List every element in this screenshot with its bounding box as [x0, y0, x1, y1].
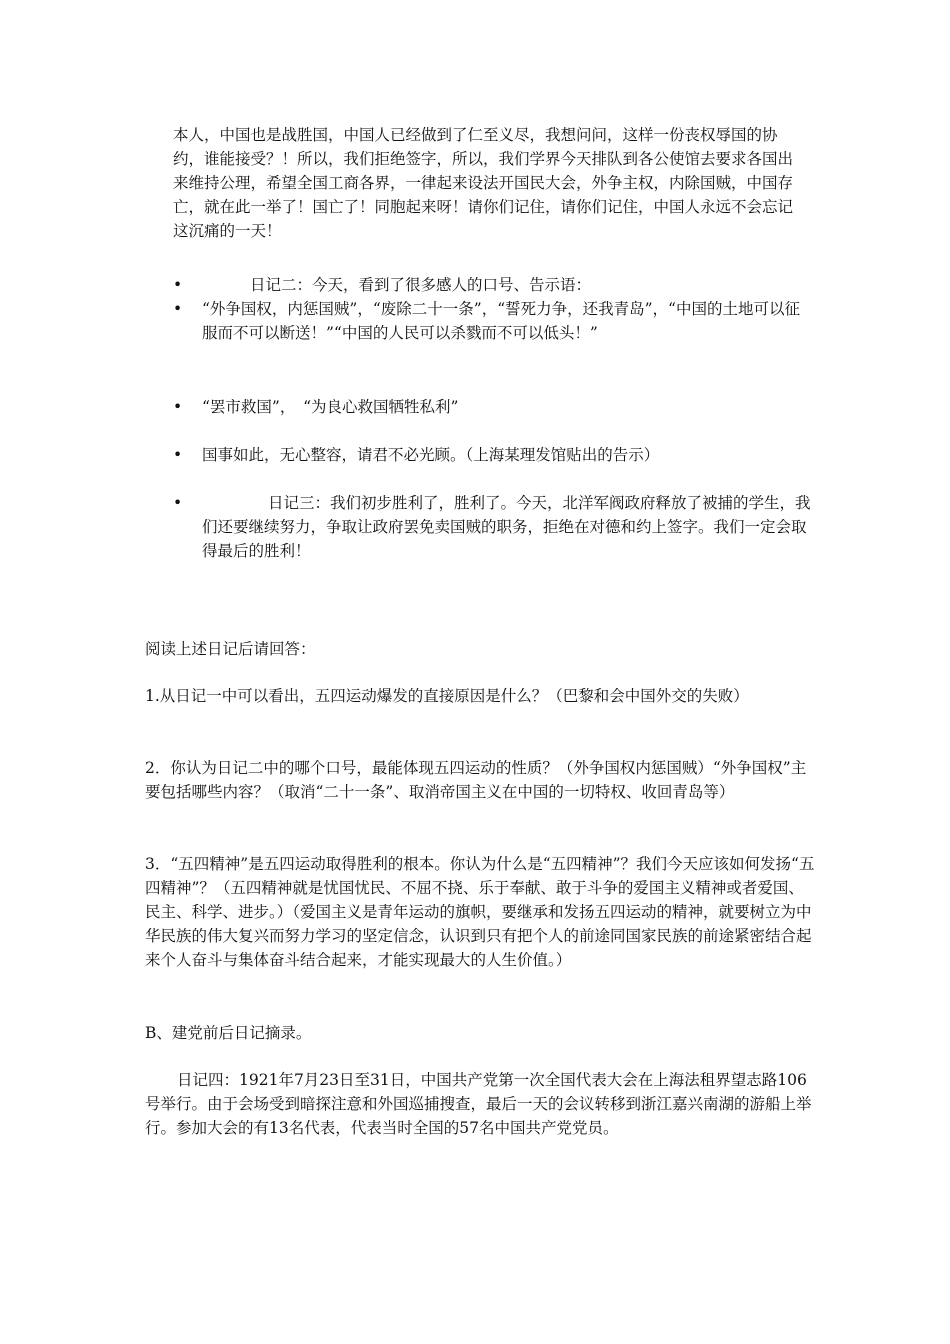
bullet-strike-slogans: “罢市救国”， “为良心救国牺牲私利”	[202, 398, 459, 416]
bullet-barber-notice: 国事如此，无心整容，请君不必光顾。（上海某理发馆贴出的告示）	[202, 446, 660, 464]
bullet-marker: •	[173, 300, 183, 318]
question-1: 1.从日记一中可以看出，五四运动爆发的直接原因是什么？（巴黎和会中国外交的失败）	[145, 687, 749, 705]
diary-four-paragraph: 日记四：1921年7月23日至31日，中国共产党第一次全国代表大会在上海法租界望志路106号举行。由于会场受到暗探注意和外国巡捕搜查，最后一天的会议转移到浙江嘉兴南湖的游船上举行。参加大会的有13名代表，代表当时全国的57名中国共产党党员。	[145, 1071, 812, 1137]
section-b-heading: B、建党前后日记摘录。	[145, 1024, 312, 1042]
bullet-diary-two: 日记二：今天，看到了很多感人的口号、告示语：	[250, 276, 592, 294]
bullet-slogans: “外争国权，内惩国贼”，“废除二十一条”，“誓死力争，还我青岛”，“中国的土地可以征服而不可以断送！”“中国的人民可以杀戮而不可以低头！”	[202, 300, 800, 342]
bullet-marker: •	[173, 446, 183, 464]
question-2: 2．你认为日记二中的哪个口号，最能体现五四运动的性质？（外争国权内惩国贼）“外争国权”主要包括哪些内容？（取消“二十一条”、取消帝国主义在中国的一切特权、收回青岛等）	[145, 759, 807, 801]
bullet-marker: •	[173, 398, 183, 416]
question-3: 3．“五四精神”是五四运动取得胜利的根本。你认为什么是“五四精神”？我们今天应该如何发扬“五四精神”？（五四精神就是忧国忧民、不屈不挠、乐于奉献、敢于斗争的爱国主义精神或者爱国、民主、科学、进步。）（爱国主义是青年运动的旗帜，要继承和发扬五四运动的精神，就要树立为中华民族的伟大复兴而努力学习的坚定信念，认识到只有把个人的前途同国家民族的前途紧密结合起来个人奋斗与集体奋斗结合起来，才能实现最大的人生价值。）	[145, 855, 815, 969]
intro-paragraph: 本人，中国也是战胜国，中国人已经做到了仁至义尽，我想问问，这样一份丧权辱国的协约，谁能接受？！所以，我们拒绝签字，所以，我们学界今天排队到各公使馆去要求各国出来维持公理，希望全国工商各界，一律起来设法开国民大会，外争主权，内除国贼，中国存亡，就在此一举了！国亡了！同胞起来呀！请你们记住，请你们记住，中国人永远不会忘记这沉痛的一天！	[173, 126, 794, 240]
bullet-diary-three: 日记三：我们初步胜利了，胜利了。今天，北洋军阀政府释放了被捕的学生，我们还要继续努力，争取让政府罢免卖国贼的职务，拒绝在对德和约上签字。我们一定会取得最后的胜利！	[202, 494, 811, 560]
reading-prompt: 阅读上述日记后请回答：	[145, 640, 316, 658]
bullet-marker: •	[173, 276, 183, 294]
bullet-marker: •	[173, 494, 183, 512]
